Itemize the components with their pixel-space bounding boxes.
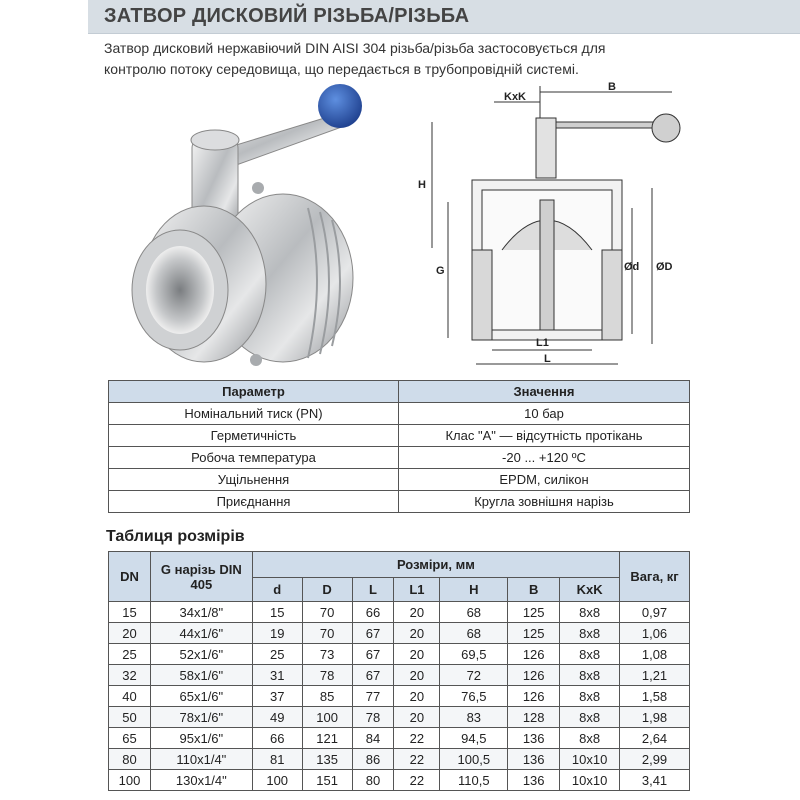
table-cell: 66 — [252, 728, 302, 749]
table-cell: 52x1/6" — [150, 644, 252, 665]
intro-line-2: контролю потоку середовища, що передається в трубопровідній системі. — [104, 61, 579, 77]
table-cell: 70 — [302, 623, 352, 644]
sizes-header-col-kxk: KxK — [560, 578, 620, 602]
table-cell: 10x10 — [560, 749, 620, 770]
params-header-value: Значення — [399, 381, 690, 403]
params-header-param: Параметр — [109, 381, 399, 403]
table-cell: 58x1/6" — [150, 665, 252, 686]
table-cell: 100 — [109, 770, 151, 791]
table-cell: 100 — [252, 770, 302, 791]
table-cell: 65 — [109, 728, 151, 749]
table-cell: 19 — [252, 623, 302, 644]
table-cell: 125 — [508, 602, 560, 623]
table-cell: 121 — [302, 728, 352, 749]
table-cell: 68 — [440, 623, 508, 644]
table-row — [109, 770, 690, 791]
table-cell: 78 — [352, 707, 394, 728]
label-l: L — [544, 353, 551, 365]
table-cell: 73 — [302, 644, 352, 665]
table-cell: 44x1/6" — [150, 623, 252, 644]
table-cell: 81 — [252, 749, 302, 770]
param-value: EPDM, силікон — [399, 469, 690, 491]
table-cell: 67 — [352, 644, 394, 665]
table-cell: 136 — [508, 728, 560, 749]
params-row — [109, 491, 690, 513]
table-cell: 85 — [302, 686, 352, 707]
params-header-row — [109, 381, 690, 403]
table-cell: 32 — [109, 665, 151, 686]
table-cell: 20 — [109, 623, 151, 644]
table-cell: 0,97 — [620, 602, 690, 623]
table-cell: 40 — [109, 686, 151, 707]
table-row — [109, 602, 690, 623]
table-cell: 25 — [252, 644, 302, 665]
table-cell: 126 — [508, 686, 560, 707]
table-cell: 94,5 — [440, 728, 508, 749]
table-cell: 15 — [252, 602, 302, 623]
sizes-header-dims: Розміри, мм — [252, 552, 619, 578]
table-cell: 20 — [394, 602, 440, 623]
table-cell: 100 — [302, 707, 352, 728]
table-cell: 31 — [252, 665, 302, 686]
table-cell: 1,08 — [620, 644, 690, 665]
label-d-big: ØD — [656, 261, 673, 273]
sizes-header-row-1 — [109, 552, 690, 578]
sizes-header-weight: Вага, кг — [620, 552, 690, 602]
sizes-header-col-h: H — [440, 578, 508, 602]
table-cell: 10x10 — [560, 770, 620, 791]
param-name: Герметичність — [109, 425, 399, 447]
table-cell: 77 — [352, 686, 394, 707]
table-cell: 136 — [508, 749, 560, 770]
table-cell: 78 — [302, 665, 352, 686]
table-cell: 2,99 — [620, 749, 690, 770]
table-cell: 126 — [508, 644, 560, 665]
table-cell: 84 — [352, 728, 394, 749]
table-cell: 25 — [109, 644, 151, 665]
table-row — [109, 749, 690, 770]
table-row — [109, 707, 690, 728]
table-cell: 20 — [394, 665, 440, 686]
table-cell: 86 — [352, 749, 394, 770]
sizes-header-col-l1: L1 — [394, 578, 440, 602]
table-cell: 95x1/6" — [150, 728, 252, 749]
table-cell: 136 — [508, 770, 560, 791]
table-cell: 37 — [252, 686, 302, 707]
table-cell: 1,98 — [620, 707, 690, 728]
table-cell: 8x8 — [560, 686, 620, 707]
table-cell: 22 — [394, 728, 440, 749]
sizes-header-g: G нарізь DIN 405 — [150, 552, 252, 602]
params-row — [109, 447, 690, 469]
intro-line-1: Затвор дисковий нержавіючий DIN AISI 304 різьба/різьба застосовується для — [104, 40, 606, 56]
technical-drawing — [412, 80, 700, 372]
table-row — [109, 728, 690, 749]
table-cell: 80 — [109, 749, 151, 770]
table-cell: 67 — [352, 623, 394, 644]
table-cell: 100,5 — [440, 749, 508, 770]
param-name: Робоча температура — [109, 447, 399, 469]
sizes-header-col-b: B — [508, 578, 560, 602]
sizes-header-col-d: D — [302, 578, 352, 602]
param-name: Ущільнення — [109, 469, 399, 491]
table-cell: 8x8 — [560, 602, 620, 623]
param-value: 10 бар — [399, 403, 690, 425]
table-cell: 78x1/6" — [150, 707, 252, 728]
sizes-header-col-d: d — [252, 578, 302, 602]
param-value: -20 ... +120 ºС — [399, 447, 690, 469]
param-value: Кругла зовнішня нарізь — [399, 491, 690, 513]
table-cell: 50 — [109, 707, 151, 728]
table-row — [109, 623, 690, 644]
table-cell: 126 — [508, 665, 560, 686]
table-cell: 1,06 — [620, 623, 690, 644]
table-cell: 83 — [440, 707, 508, 728]
table-cell: 49 — [252, 707, 302, 728]
params-row — [109, 403, 690, 425]
page-title: ЗАТВОР ДИСКОВИЙ РІЗЬБА/РІЗЬБА — [104, 5, 470, 27]
sizes-title: Таблиця розмірів — [106, 528, 245, 545]
table-cell: 66 — [352, 602, 394, 623]
table-cell: 8x8 — [560, 707, 620, 728]
param-value: Клас "А" — відсутність протікань — [399, 425, 690, 447]
table-cell: 22 — [394, 749, 440, 770]
label-d-small: Ød — [624, 261, 640, 273]
table-cell: 65x1/6" — [150, 686, 252, 707]
label-l1: L1 — [536, 337, 549, 349]
sizes-header-dn: DN — [109, 552, 151, 602]
table-cell: 22 — [394, 770, 440, 791]
parameters-table — [108, 380, 690, 513]
param-name: Номінальний тиск (PN) — [109, 403, 399, 425]
table-cell: 125 — [508, 623, 560, 644]
table-cell: 151 — [302, 770, 352, 791]
table-cell: 110,5 — [440, 770, 508, 791]
params-row — [109, 425, 690, 447]
label-b: B — [608, 81, 616, 93]
table-cell: 34x1/8" — [150, 602, 252, 623]
table-cell: 20 — [394, 623, 440, 644]
table-cell: 80 — [352, 770, 394, 791]
table-cell: 20 — [394, 686, 440, 707]
table-cell: 1,58 — [620, 686, 690, 707]
table-row — [109, 665, 690, 686]
table-cell: 3,41 — [620, 770, 690, 791]
table-cell: 68 — [440, 602, 508, 623]
table-cell: 8x8 — [560, 665, 620, 686]
table-cell: 69,5 — [440, 644, 508, 665]
table-cell: 8x8 — [560, 644, 620, 665]
table-cell: 130x1/4" — [150, 770, 252, 791]
table-cell: 135 — [302, 749, 352, 770]
sizes-header-col-l: L — [352, 578, 394, 602]
table-cell: 8x8 — [560, 623, 620, 644]
sizes-table — [108, 551, 690, 791]
table-cell: 2,64 — [620, 728, 690, 749]
table-cell: 20 — [394, 707, 440, 728]
table-cell: 8x8 — [560, 728, 620, 749]
param-name: Приєднання — [109, 491, 399, 513]
label-kxk: KxK — [504, 91, 527, 103]
valve-photo — [108, 78, 384, 370]
table-cell: 1,21 — [620, 665, 690, 686]
label-g: G — [436, 265, 445, 277]
table-row — [109, 644, 690, 665]
table-cell: 67 — [352, 665, 394, 686]
params-row — [109, 469, 690, 491]
table-cell: 15 — [109, 602, 151, 623]
intro-text — [104, 38, 704, 80]
table-cell: 128 — [508, 707, 560, 728]
table-cell: 110x1/4" — [150, 749, 252, 770]
table-cell: 76,5 — [440, 686, 508, 707]
table-cell: 20 — [394, 644, 440, 665]
title-bar — [88, 0, 800, 34]
table-cell: 70 — [302, 602, 352, 623]
table-cell: 72 — [440, 665, 508, 686]
label-h: H — [418, 179, 426, 191]
table-row — [109, 686, 690, 707]
